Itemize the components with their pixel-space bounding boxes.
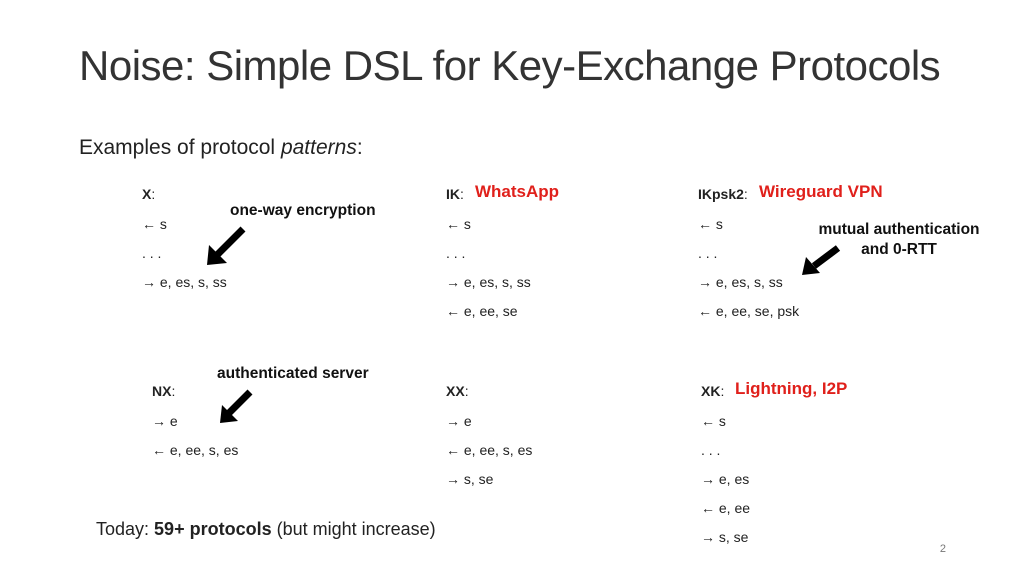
pattern-x-line-2: . . .	[142, 245, 162, 261]
pattern-ikpsk2-line-1: ← s	[698, 216, 723, 232]
intro-emphasis: patterns	[280, 136, 357, 159]
pattern-x-name: X	[142, 186, 152, 202]
note-mutual-line-1: mutual authentication	[818, 221, 980, 238]
pattern-ik-line-2: . . .	[446, 245, 466, 261]
pattern-ikpsk2-colon: :	[743, 186, 748, 202]
pattern-ikpsk2-line-2: . . .	[698, 245, 718, 261]
pattern-xx-line-1: → e	[446, 413, 472, 429]
pointer-arrow-icon	[203, 223, 249, 269]
pattern-xk-name: XK	[701, 383, 721, 399]
intro-text	[79, 136, 363, 160]
intro-suffix: :	[356, 136, 363, 159]
pattern-nx-line-1: → e	[152, 413, 178, 429]
pattern-xk-colon: :	[720, 383, 725, 399]
pattern-ikpsk2-line-4: ← e, ee, se, psk	[698, 303, 800, 319]
tag-lightning: Lightning, I2P	[735, 379, 848, 398]
pattern-x-header	[142, 184, 227, 204]
footer-suffix: (but might increase)	[271, 519, 436, 539]
pattern-ikpsk2	[698, 184, 799, 326]
pattern-x-line-1: ← s	[142, 216, 167, 232]
page-number: 2	[939, 543, 946, 555]
pattern-xk-line-1: ← s	[701, 413, 726, 429]
footer-text	[96, 519, 436, 540]
pattern-ik-line-4: ← e, ee, se	[446, 303, 518, 319]
pattern-xx	[446, 381, 532, 494]
note-mutual-line-2: and 0-RTT	[861, 241, 937, 258]
tag-whatsapp: WhatsApp	[475, 182, 560, 201]
pattern-nx-name: NX	[152, 383, 172, 399]
note-one-way-encryption: one-way encryption	[230, 202, 376, 219]
pattern-xx-name: XX	[446, 383, 465, 399]
pattern-xx-header	[446, 381, 532, 401]
pattern-xk	[701, 381, 750, 552]
pointer-arrow-icon	[216, 387, 256, 427]
pattern-xk-line-3: → e, es	[701, 471, 750, 487]
pattern-xx-line-3: → s, se	[446, 471, 494, 487]
pattern-xx-line-2: ← e, ee, s, es	[446, 442, 533, 458]
pattern-ikpsk2-name: IKpsk2	[698, 186, 744, 202]
footer-prefix: Today:	[96, 519, 155, 539]
note-authenticated-server: authenticated server	[217, 365, 369, 382]
tag-wireguard: Wireguard VPN	[759, 182, 883, 201]
pattern-xk-line-2: . . .	[701, 442, 721, 458]
pattern-xx-colon: :	[464, 383, 469, 399]
slide-title: Noise: Simple DSL for Key-Exchange Protocols	[79, 42, 941, 89]
pattern-x-line-3: → e, es, s, ss	[142, 274, 227, 290]
pattern-nx-colon: :	[171, 383, 176, 399]
pattern-x-colon: :	[151, 186, 156, 202]
pattern-ik-line-1: ← s	[446, 216, 471, 232]
pattern-ikpsk2-line-3: → e, es, s, ss	[698, 274, 783, 290]
pattern-xk-line-4: ← e, ee	[701, 500, 751, 516]
pointer-arrow-icon	[798, 243, 844, 279]
pattern-ik-colon: :	[460, 186, 464, 202]
footer-bold: 59+ protocols	[154, 519, 272, 539]
pattern-ik-line-3: → e, es, s, ss	[446, 274, 531, 290]
pattern-ik	[446, 184, 531, 326]
pattern-xk-line-5: → s, se	[701, 529, 749, 545]
pattern-nx-line-2: ← e, ee, s, es	[152, 442, 239, 458]
pattern-ik-name: IK	[446, 186, 460, 202]
intro-prefix: Examples of protocol	[79, 136, 281, 159]
